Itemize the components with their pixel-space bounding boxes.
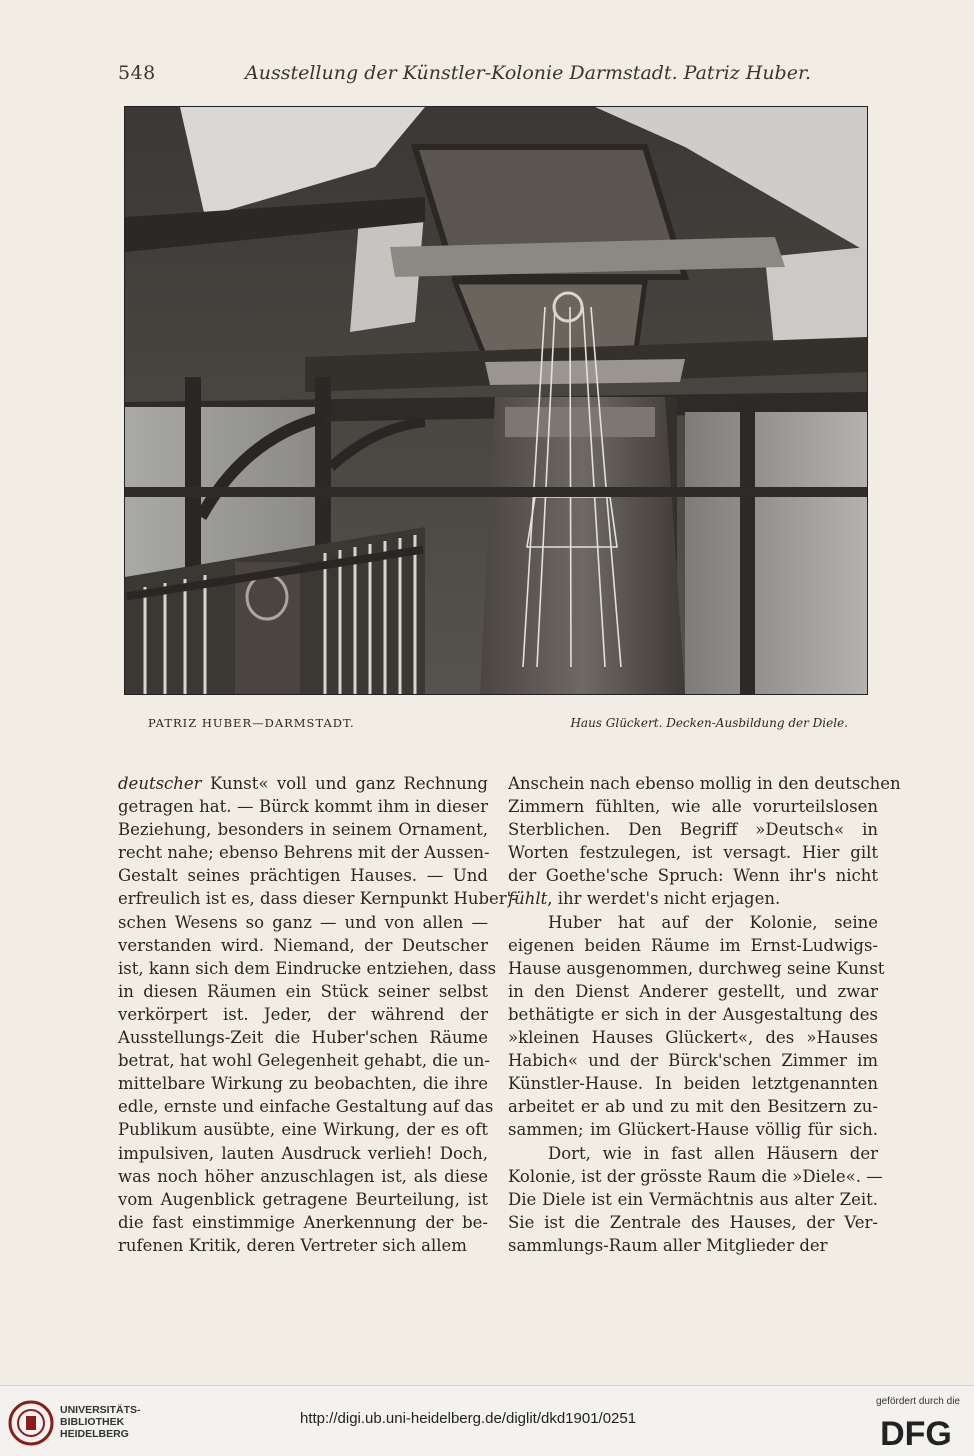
text-line: Künstler-Hause. In beiden letztgenannten (508, 1074, 878, 1094)
text-line: deutscher Kunst« voll und ganz Rechnung (118, 774, 488, 793)
text-line: Gestalt seines prächtigen Hauses. — Und (118, 866, 488, 886)
text-line: Sterblichen. Den Begriff »Deutsch« in (508, 820, 878, 840)
photo-plate (124, 106, 868, 695)
text-line: »kleinen Hauses Glückert«, des »Hauses (508, 1028, 878, 1048)
text-line: verkörpert ist. Jeder, der während der (118, 1004, 488, 1024)
footer-bar (0, 1385, 974, 1456)
text-line: getragen hat. — Bürck kommt ihm in dieser (118, 797, 488, 817)
text-line: die fast einstimmige Anerkennung der be- (118, 1212, 488, 1232)
library-name: UNIVERSITÄTS- BIBLIOTHEK HEIDELBERG (60, 1404, 141, 1440)
text-line: impulsiven, lauten Ausdruck verlieh! Doch, (118, 1143, 488, 1163)
text-line: bethätigte er sich in der Ausgestaltung des (508, 1004, 878, 1024)
text-line: schen Wesens so ganz — und von allen — (118, 912, 488, 932)
source-url-link[interactable]: http://digi.ub.uni-heidelberg.de/diglit/dkd1901/0251 (300, 1410, 637, 1427)
text-line: sammen; im Glückert-Hause völlig für sich. (508, 1120, 878, 1140)
text-line: Beziehung, besonders in seinem Ornament, (118, 820, 488, 840)
running-title: Ausstellung der Künstler-Kolonie Darmstadt. Patriz Huber. (245, 62, 811, 84)
emphasis-text: deutscher (118, 774, 202, 793)
text-line: Kolonie, ist der grösste Raum die »Diele«. — (508, 1166, 883, 1186)
text-line: Huber hat auf der Kolonie, seine (548, 912, 878, 932)
text-line: sammlungs-Raum aller Mitglieder der (508, 1235, 828, 1255)
text-line: Hause ausgenommen, durchweg seine Kunst (508, 958, 885, 978)
text-line: Dort, wie in fast allen Häusern der (548, 1143, 878, 1163)
text-line: Publikum ausübte, eine Wirkung, der es oft (118, 1120, 488, 1140)
caption-title: Haus Glückert. Decken-Ausbildung der Diele. (570, 716, 848, 730)
text-line: recht nahe; ebenso Behrens mit der Aussen- (118, 843, 490, 863)
text-line: Sie ist die Zentrale des Hauses, der Ver- (508, 1212, 878, 1232)
text-line: Die Diele ist ein Vermächtnis aus alter Zeit. (508, 1189, 878, 1209)
emphasis-text: fühlt (508, 889, 548, 909)
text-line: edle, ernste und einfache Gestaltung auf das (118, 1097, 494, 1117)
text-line: der Goethe'sche Spruch: Wenn ihr's nicht (508, 866, 878, 886)
svg-text:DFG: DFG (880, 1415, 952, 1450)
text-line: eigenen beiden Räume im Ernst-Ludwigs- (508, 935, 878, 955)
text-line: ist, kann sich dem Eindrucke entziehen, dass (118, 958, 497, 978)
text-line: rufenen Kritik, deren Vertreter sich allem (118, 1235, 467, 1255)
text-line: Worten festzulegen, ist versagt. Hier gilt (508, 843, 878, 863)
text-line: in den Dienst Anderer gestellt, und zwar (508, 981, 878, 1001)
text-line: fühlt, ihr werdet's nicht erjagen. (508, 889, 781, 909)
university-seal-icon (8, 1400, 54, 1446)
funding-note: gefördert durch die (876, 1396, 960, 1407)
text-line: vom Augenblick getragene Beurteilung, ist (118, 1189, 488, 1209)
text-line: Anschein nach ebenso mollig in den deutschen (508, 774, 901, 793)
text-line: in diesen Räumen ein Stück seiner selbst (118, 981, 488, 1001)
text-column-left (118, 772, 517, 1257)
text-line: Habich« und der Bürck'schen Zimmer im (508, 1051, 878, 1071)
dfg-logo (870, 1414, 962, 1450)
text-line: arbeitet er ab und zu mit den Besitzern zu- (508, 1097, 878, 1117)
page-number: 548 (118, 62, 156, 84)
text-line: betrat, hat wohl Gelegenheit gehabt, die un- (118, 1051, 490, 1071)
text-line: was noch höher anzuschlagen ist, als diese (118, 1166, 488, 1186)
text-line: mittelbare Wirkung zu beobachten, die ihre (118, 1074, 488, 1094)
running-head (118, 62, 878, 92)
text-line: Zimmern fühlten, wie alle vorurteilslosen (508, 797, 878, 817)
ceiling-photograph (125, 107, 867, 694)
figure-caption (148, 716, 848, 736)
text-line: erfreulich ist es, dass dieser Kernpunkt Huber'- (118, 889, 517, 909)
caption-credit: PATRIZ HUBER—DARMSTADT. (148, 716, 355, 730)
text-column-right (508, 772, 901, 1257)
text-line: verstanden wird. Niemand, der Deutscher (118, 935, 488, 955)
text-line: Ausstellungs-Zeit die Huber'schen Räume (118, 1028, 488, 1048)
